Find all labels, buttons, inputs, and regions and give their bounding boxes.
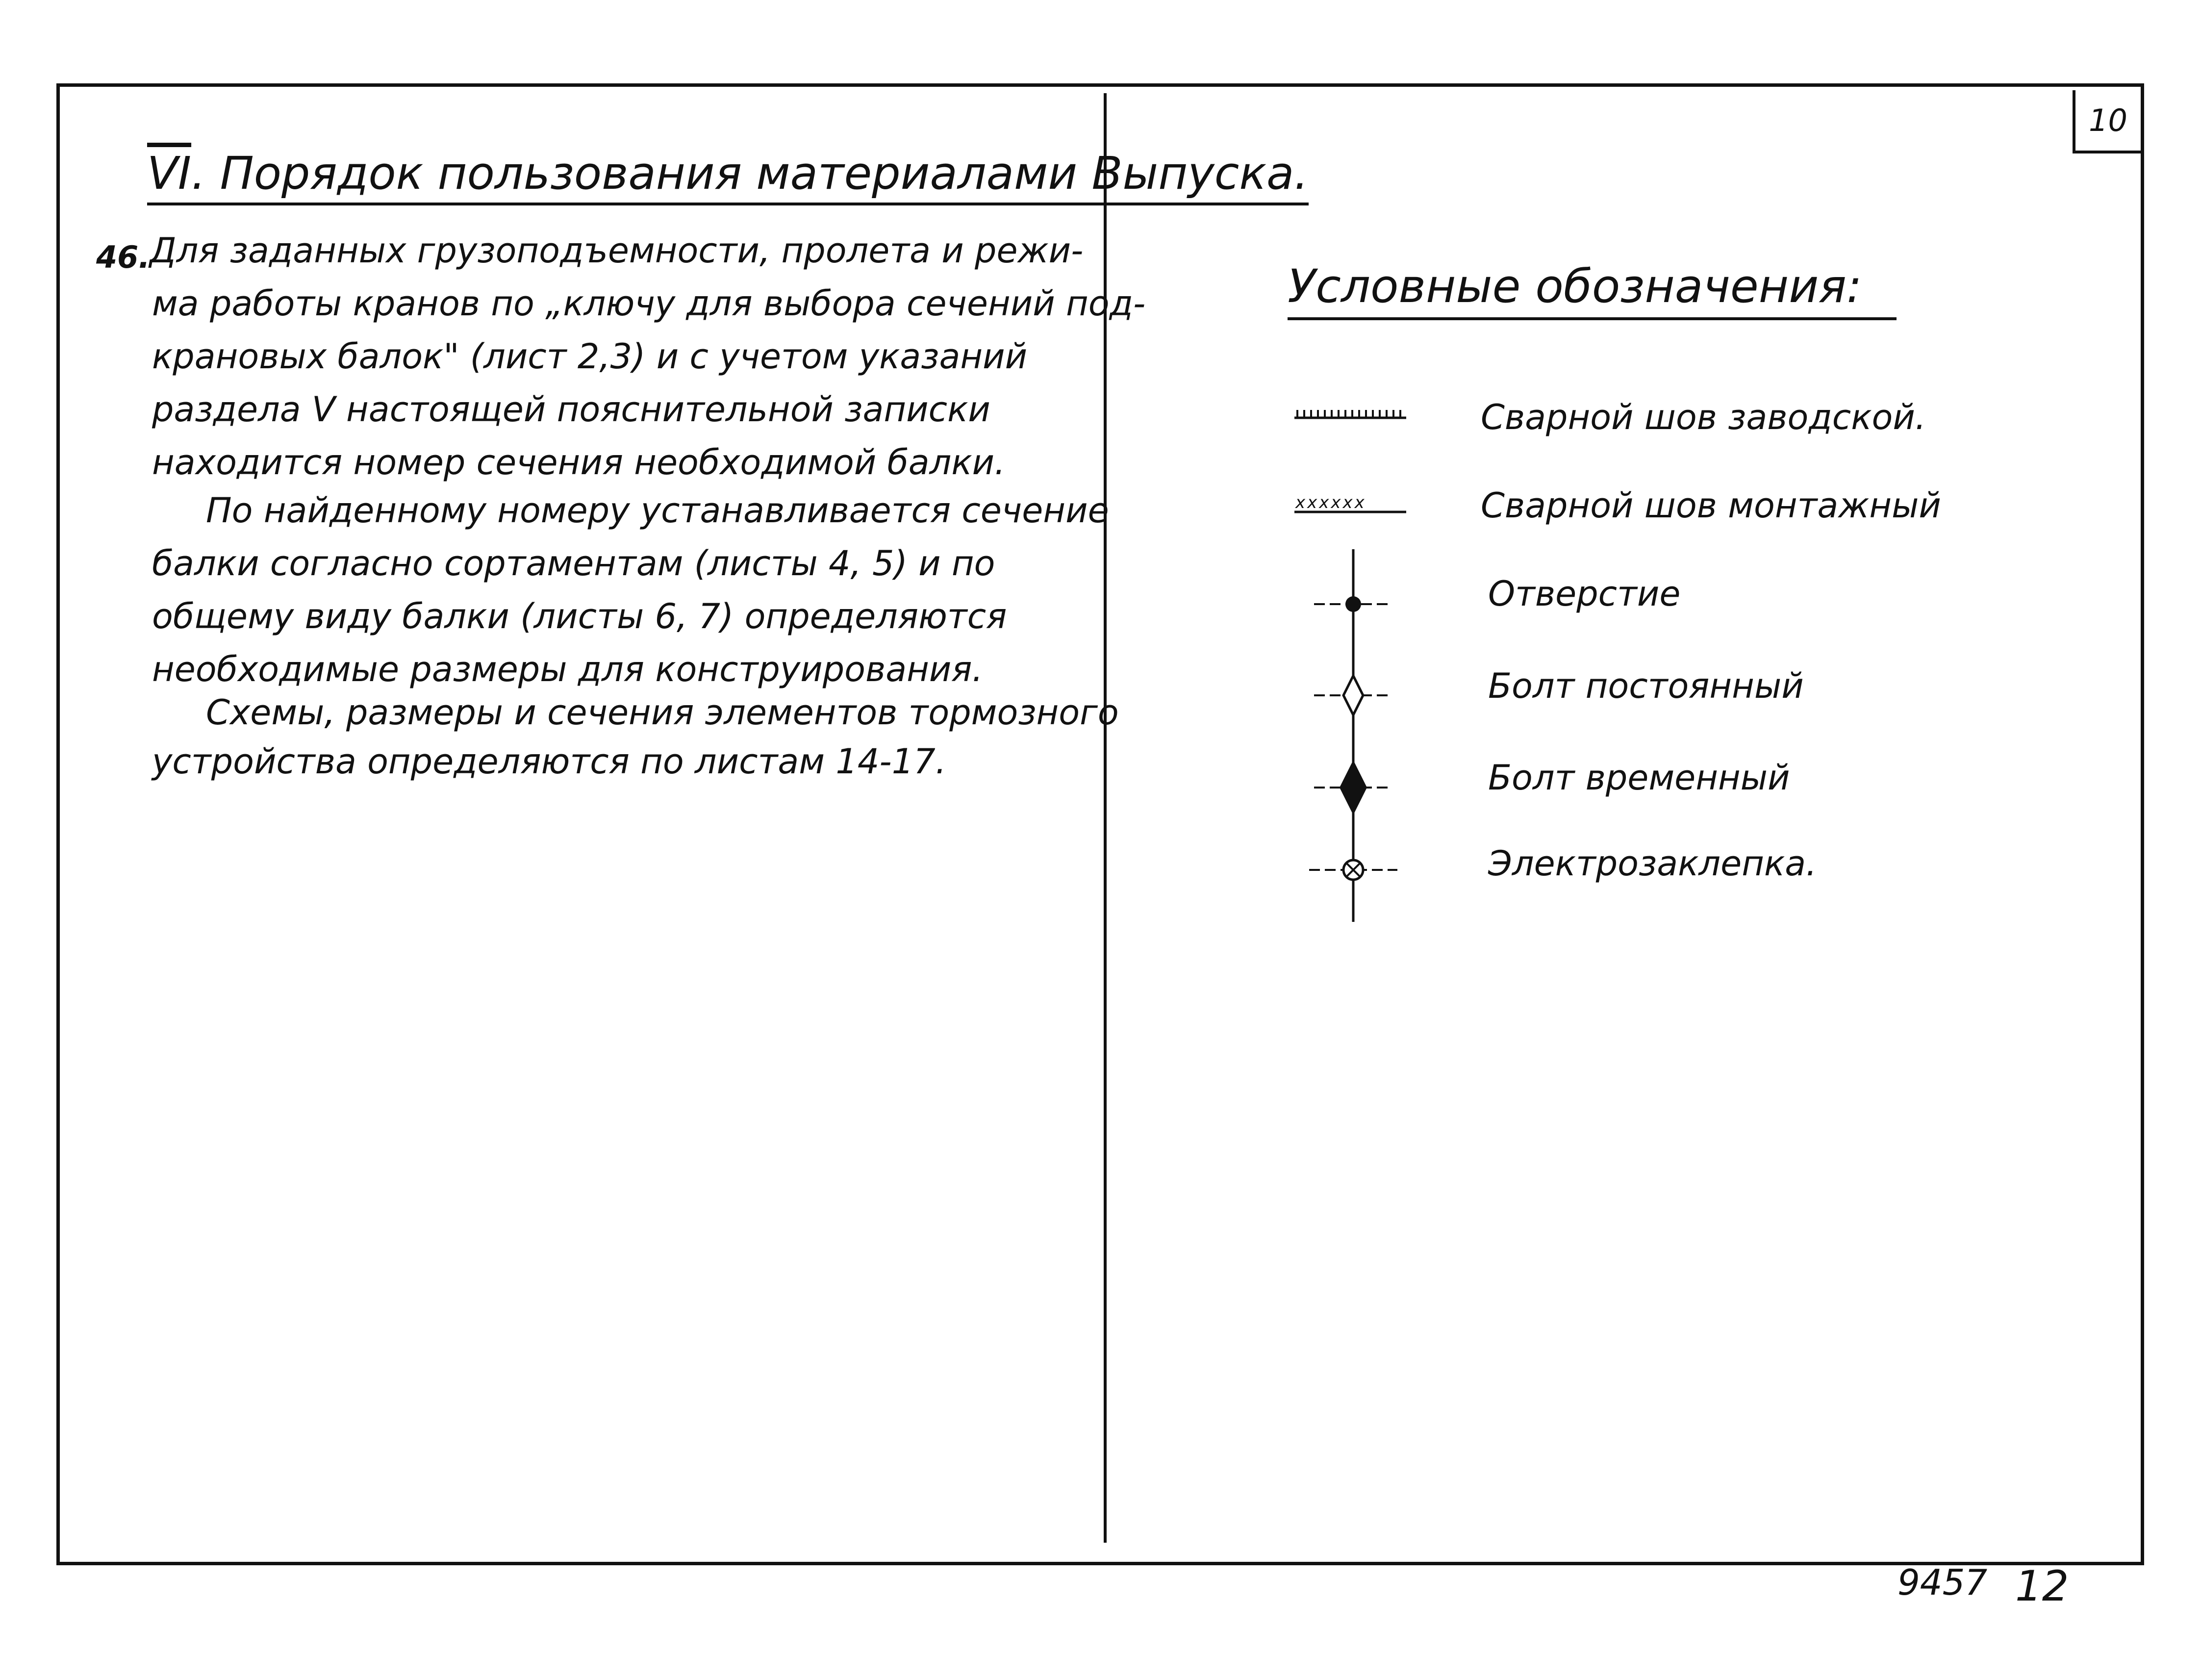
field-weld-symbol [1294,493,1406,512]
legend-symbols [1285,392,1481,932]
body-line: балки согласно сортаментам (листы 4, 5) и по [152,543,995,584]
factory-weld-symbol [1294,410,1406,418]
legend-label-hole: Отверстие [1488,574,1681,614]
legend-label-temporary-bolt: Болт временный [1488,758,1790,798]
section-roman-numeral: $\overline{VI}$ [147,147,192,200]
body-line: находится номер сечения необходимой балки. [152,442,1006,483]
body-line: устройства определяются по листам 14-17. [152,741,947,782]
document-number: 9457 [1897,1562,1988,1603]
page-number: 10 [2089,102,2127,138]
sheet-number: 12 [2015,1562,2069,1611]
legend-label-factory-weld: Сварной шов заводской. [1481,397,1926,437]
section-heading [147,147,1309,205]
body-line: По найденному номеру устанавливается сечение [206,490,1109,531]
permanent-bolt-symbol [1314,676,1392,715]
legend-label-field-weld: Сварной шов монтажный [1481,485,1941,526]
page-number-box [2073,90,2141,153]
body-line: необходимые размеры для конструирования. [152,649,983,689]
body-line: общему виду балки (листы 6, 7) определяются [152,596,1007,636]
legend-title: Условные обозначения: [1288,260,1897,320]
temporary-bolt-symbol [1314,760,1392,815]
section-title: . Порядок пользования материалами Выпуска. [191,147,1309,200]
legend-label-electric-rivet: Электрозаклепка. [1488,843,1817,884]
hole-symbol [1314,596,1392,612]
body-line: Для заданных грузоподъемности, пролета и режи- [150,230,1084,271]
body-line: крановых балок" (лист 2,3) и с учетом указаний [152,336,1028,377]
body-line: раздела V настоящей пояснительной записки [152,389,990,430]
electric-rivet-symbol [1309,860,1397,880]
body-line: ма работы кранов по „ключу для выбора сечений под- [152,283,1146,324]
legend-label-permanent-bolt: Болт постоянный [1488,666,1804,706]
svg-text:xxxxxx: xxxxxx [1295,493,1366,512]
body-line: Схемы, размеры и сечения элементов тормозного [206,692,1119,733]
paragraph-number: 46. [96,239,150,275]
